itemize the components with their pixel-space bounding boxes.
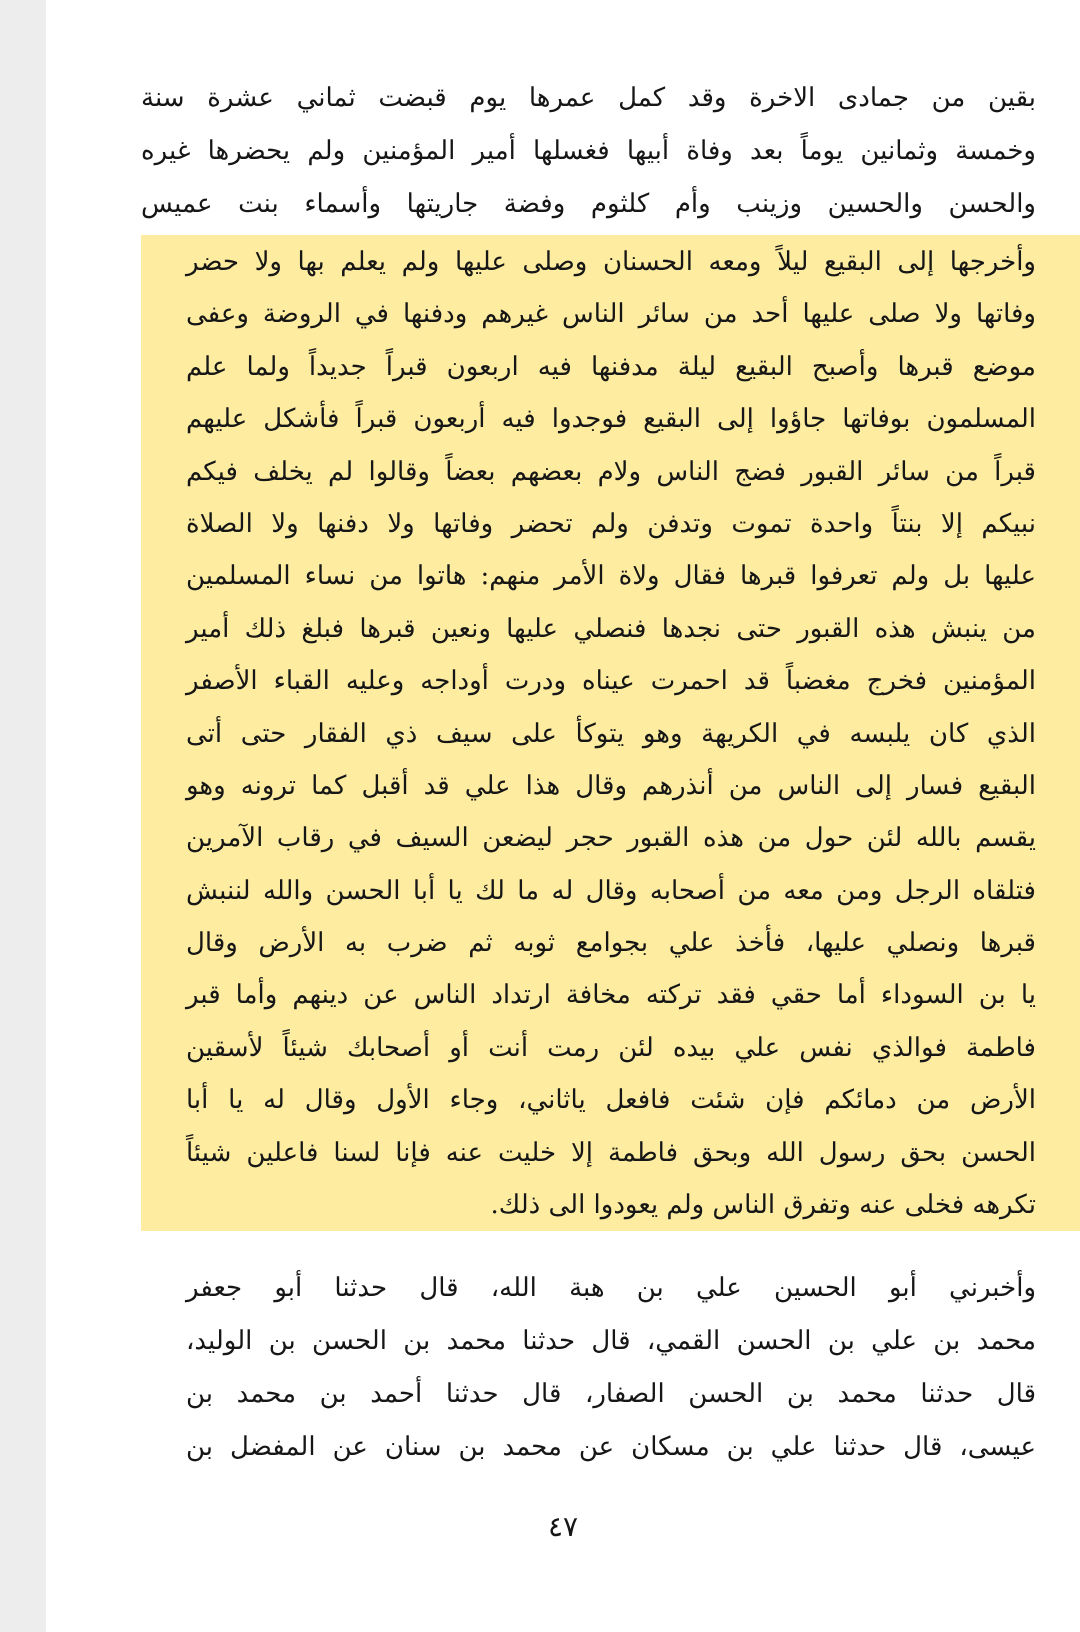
highlighted-line: الحسن بحق رسول الله وبحق فاطمة إلا خليت عنه فإنا لسنا فاعلين شيئاً [186,1137,1036,1168]
highlighted-line: يقسم بالله لئن حول من هذه القبور حجر ليضعن السيف في رقاب الآمرين [186,823,1036,854]
text-line: بقين من جمادى الاخرة وقد كمل عمرها يوم قبضت ثماني عشرة سنة [141,83,1036,113]
highlighted-line: الذي كان يلبسه في الكريهة وهو يتوكأ على سيف ذي الفقار حتى أتى [186,718,1036,749]
highlighted-line: نبيكم إلا بنتاً واحدة تموت وتدفن ولم تحضر وفاتها ولا دفنها ولا الصلاة [186,508,1036,539]
highlighted-line: فاطمة فوالذي نفس علي بيده لئن رمت أنت أو أصحابك شيئاً لأسقين [186,1032,1036,1063]
bottom-paragraph [186,1262,1036,1474]
highlighted-line: فتلقاه الرجل ومن معه من أصحابه وقال له ما لك يا أبا الحسن والله لننبش [186,875,1036,906]
highlighted-line: وفاتها ولا صلى عليها أحد من سائر الناس غيرهم ودفنها في الروضة وعفى [186,299,1036,330]
page-number: ٤٧ [547,1510,579,1543]
document-page [46,0,1080,1632]
text-line: قال حدثنا محمد بن الحسن الصفار، قال حدثنا أحمد بن محمد بن [186,1379,1036,1409]
highlighted-line: من ينبش هذه القبور حتى نجدها فنصلي عليها ونعين قبرها فبلغ ذلك أمير [186,613,1036,644]
text-line: عيسى، قال حدثنا علي بن مسكان عن محمد بن سنان عن المفضل بن [186,1432,1036,1462]
highlighted-line: تكرهه فخلى عنه وتفرق الناس ولم يعودوا الى ذلك. [490,1190,1036,1221]
highlighted-line: قبرها ونصلي عليها، فأخذ علي بجوامع ثوبه ثم ضرب به الأرض وقال [186,928,1036,959]
highlighted-line: وأخرجها إلى البقيع ليلاً ومعه الحسنان وصلى عليها ولم يعلم بها ولا حضر [186,247,1036,277]
highlighted-line: البقيع فسار إلى الناس من أنذرهم وقال هذا علي قد أقبل كما ترونه وهو [186,770,1036,801]
text-line: وأخبرني أبو الحسين علي بن هبة الله، قال حدثنا أبو جعفر [186,1273,1036,1303]
highlighted-line: يا بن السوداء أما حقي فقد تركته مخافة ارتداد الناس عن دينهم وأما قبر [186,980,1036,1011]
text-line: وخمسة وثمانين يوماً بعد وفاة أبيها فغسلها أمير المؤمنين ولم يحضرها غيره [141,136,1036,166]
highlighted-line: قبراً من سائر القبور فضج الناس ولام بعضهم بعضاً وقالوا لم يخلف فيكم [186,456,1036,487]
highlighted-line: موضع قبرها وأصبح البقيع ليلة مدفنها فيه اربعون قبراً جديداً ولما علم [186,351,1036,382]
highlighted-paragraph[interactable] [186,236,1036,1231]
highlighted-line: المؤمنين فخرج مغضباً قد احمرت عيناه ودرت أوداجه وعليه القباء الأصفر [186,666,1036,697]
top-paragraph [141,72,1036,231]
highlighted-line: المسلمون بوفاتها جاؤوا إلى البقيع فوجدوا فيه أربعون قبراً فأشكل عليهم [186,404,1036,435]
text-line: محمد بن علي بن الحسن القمي، قال حدثنا محمد بن الحسن بن الوليد، [186,1326,1036,1356]
highlighted-line: عليها بل ولم تعرفوا قبرها فقال ولاة الأمر منهم: هاتوا من نساء المسلمين [186,561,1036,592]
highlighted-line: الأرض من دمائكم فإن شئت فافعل ياثاني، وجاء الأول وقال له يا أبا [186,1085,1036,1116]
text-line: والحسن والحسين وزينب وأم كلثوم وفضة جاريتها وأسماء بنت عميس [141,189,1036,219]
